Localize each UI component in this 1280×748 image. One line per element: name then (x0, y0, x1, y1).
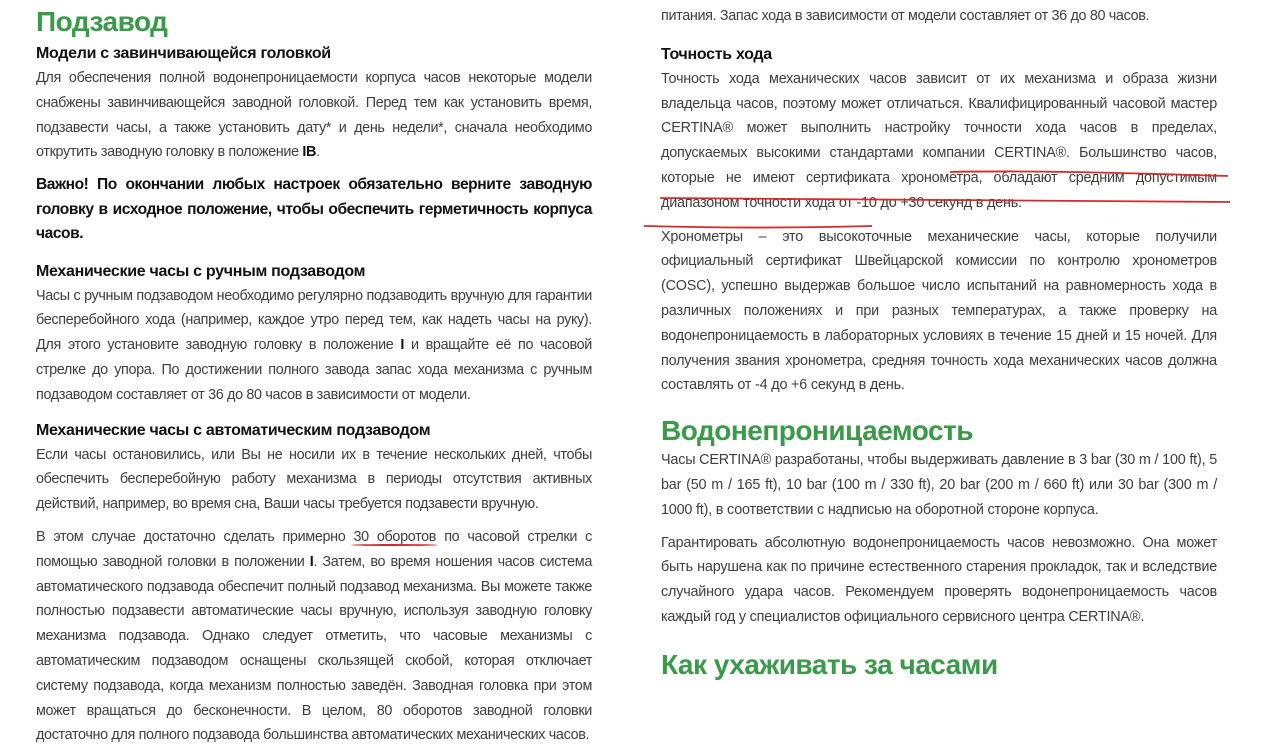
position-label: I (400, 337, 405, 354)
paragraph-accuracy (661, 67, 1217, 216)
paragraph-automatic-stopped: Если часы остановились, или Вы не носили их в течение нескольких дней, чтобы обеспечить бесперебойную работу механизма в периоды отсутствия активных действий, например, во время сна, Ваши часы требуется подзавести вручную. (36, 446, 592, 513)
paragraph-automatic-turns (36, 525, 592, 748)
highlighted-accuracy-range: Большинство часов, которые не имеют сертификата хронометра, обладают средним допустимым диапазоном точности хода от -10 до +30 секунд в день. (661, 145, 1217, 211)
paragraph-water-guarantee: Гарантировать абсолютную водонепроницаемость часов невозможно. Она может быть нарушена как по причине естественного старения прокладок, так и вследствие случайного удара часов. Рекомендуем проверять водонепроницаемость часов каждый год у специалистов официального сервисного центра CERTINA®. (661, 534, 1217, 625)
position-label: IB (302, 144, 317, 161)
position-label: I (309, 553, 314, 570)
paragraph-chronometers: Хронометры – это высокоточные механические часы, которые получили официальный сертификат Швейцарской комиссии по контролю хронометров (COSC), успешно выдержав большое число испытаний на равномерность хода в различных положениях и при разных температурах, а также проверку на водонепроницаемость в лабораторных условиях в течение 15 дней и 15 ночей. Для получения звания хронометра, средняя точность хода механических часов должна составлять от -4 до +6 секунд в день. (661, 228, 1217, 394)
left-column (36, 0, 592, 748)
text-segment: Часы с ручным подзаводом необходимо регулярно подзаводить вручную для гарантии бесперебойного хода (например, каждое утро перед тем, как надеть часы на руку). Для этого установите заводную головку в положение (36, 287, 592, 354)
heading-manual-winding: Механические часы с ручным подзаводом (36, 262, 366, 280)
heading-screw-crown: Модели с завинчивающейся головкой (36, 45, 331, 62)
section-title-care: Как ухаживать за часами (661, 648, 998, 680)
warning-text: Важно! По окончании любых настроек обязательно верните заводную головку в исходное положение, чтобы обеспечить герметичность корпуса часов. (36, 176, 592, 243)
text-segment: по часовой стрелки с помощью заводной головки в положении (36, 529, 592, 570)
underlined-turns: 30 оборотов (353, 529, 437, 546)
text-segment: . Затем, во время ношения часов система автоматического подзавода обеспечит полный подзавод механизма. Вы можете также полностью подзавести автоматические часы вручную, используя заводную головку механизма подзавода. Однако следует отметить, что часовые механизмы с автоматическим подзаводом оснащены скользящей скобой, которая отключает систему подзавода, когда механизм полностью заведён. Заводная головка при этом может вращаться до бесконечности. В целом, 80 оборотов заводной головки достаточно для полного подзавода большинства автоматических механических часов. (36, 553, 592, 744)
paragraph-manual-winding (36, 284, 592, 408)
section-title-water-resistance: Водонепроницаемость (661, 415, 973, 447)
text-segment: В этом случае достаточно сделать примерно (36, 529, 354, 546)
text-segment: Для обеспечения полной водонепроницаемости корпуса часов некоторые модели снабжены завинчивающейся заводной головкой. Перед тем как установить время, подзавести часы, а также установить дату* и день недели*, сначала необходимо открутить заводную головку в положение (36, 70, 592, 161)
text-segment: . (316, 144, 320, 161)
right-column (661, 0, 1217, 682)
paragraph-water-pressure: Часы CERTINA® разработаны, чтобы выдерживать давление в 3 bar (30 m / 100 ft), 5 bar (50 m / 165 ft), 10 bar (100 m / 330 ft), 20 bar (200 m / 660 ft) или 30 bar (300 m / 1000 ft), в соответствии с надписью на оборотной стороне корпуса. (661, 452, 1217, 518)
heading-accuracy: Точность хода (661, 45, 772, 63)
text-segment: и вращайте её по часовой стрелке до упора. По достижении полного завода запас хода механизма с ручным подзаводом составляет от 36 до 80 часов в зависимости от модели. (36, 337, 592, 403)
continued-text: питания. Запас хода в зависимости от модели составляет от 36 до 80 часов. (661, 8, 1150, 24)
heading-automatic-winding: Механические часы с автоматическим подзаводом (36, 421, 431, 439)
paragraph-screw-crown (36, 66, 592, 165)
section-title-winding: Подзавод (36, 6, 168, 37)
text-segment: Точность хода механических часов зависит от их механизма и образа жизни владельца часов, поэтому может отличаться. Квалифицированный часовой мастер CERTINA® может выполнить настройку точности хода часов в пределах, допускаемых высокими стандартами компании CERTINA®. (661, 70, 1217, 162)
